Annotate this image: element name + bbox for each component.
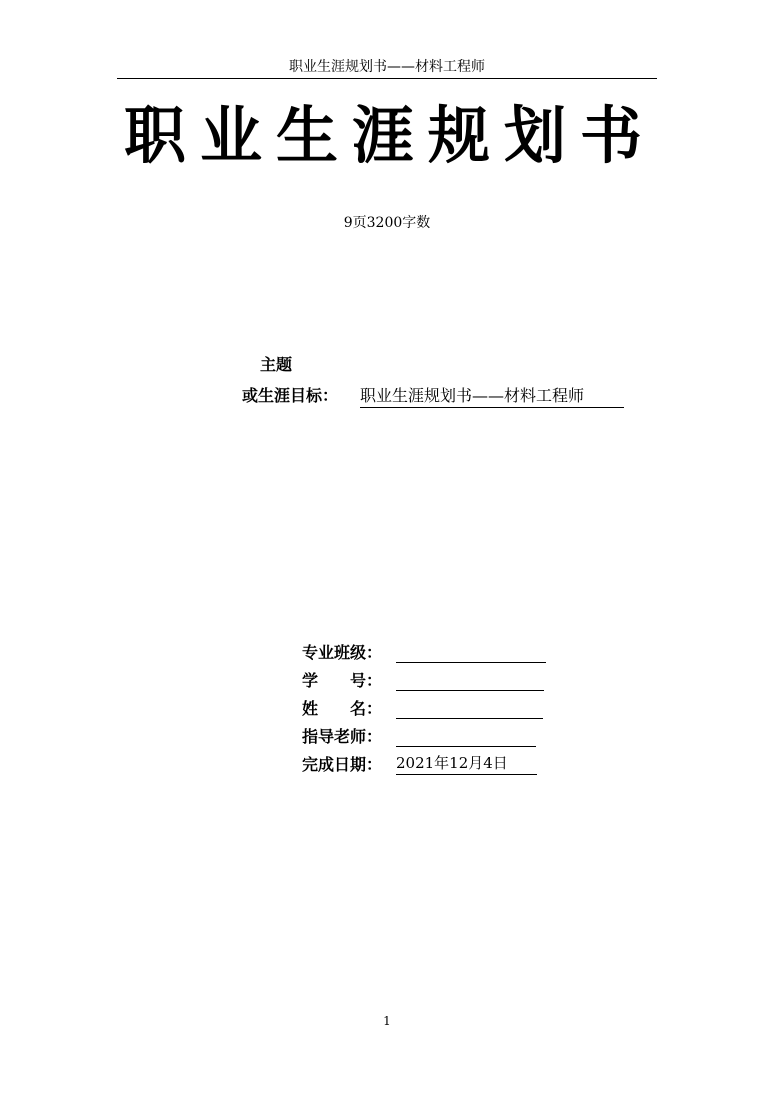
student-id-label: 学 号： <box>302 671 383 690</box>
advisor-label: 指导老师： <box>302 727 383 746</box>
advisor-field <box>396 724 536 747</box>
running-header: 职业生涯规划书——材料工程师 <box>289 59 485 75</box>
theme-label: 主题 <box>260 355 293 374</box>
major-class-field <box>396 640 546 663</box>
completion-date-value: 2021年12月4日 <box>396 752 537 775</box>
name-field <box>396 696 543 719</box>
major-class-label: 专业班级： <box>302 643 383 662</box>
student-id-field <box>396 668 544 691</box>
completion-date-label: 完成日期： <box>302 755 383 774</box>
name-label: 姓 名： <box>302 699 383 718</box>
theme-value: 职业生涯规划书——材料工程师 <box>360 383 624 408</box>
page-number: 1 <box>383 1014 391 1028</box>
cover-title: 职业生涯规划书 <box>123 99 656 172</box>
page-count: 9页3200字数 <box>343 215 431 231</box>
header-rule <box>117 78 657 79</box>
career-goal-label: 或生涯目标： <box>242 386 339 405</box>
